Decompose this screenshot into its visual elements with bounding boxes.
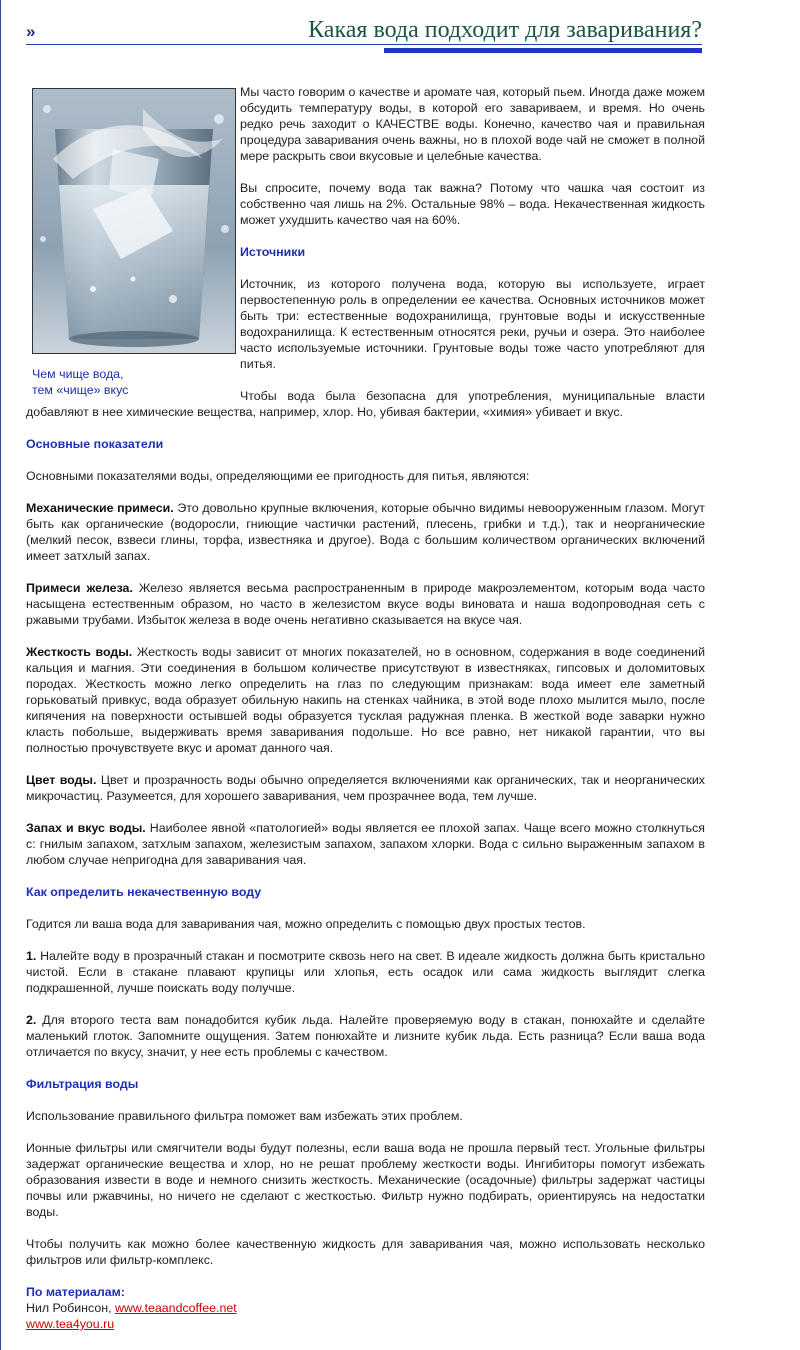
credits [26, 1284, 705, 1332]
tests-intro: Годится ли ваша вода для заваривания чая, можно определить с помощью двух простых тестов. [26, 917, 586, 931]
sources-paragraph-2: Чтобы вода была безопасна для употребления, муниципальные власти добавляют в нее химические вещества, например, хлор. Но, убивая бактерии, «химия» убивает и вкус. [26, 389, 705, 419]
caption-line-1: Чем чище вода, [32, 367, 124, 381]
left-border-line [0, 0, 1, 1350]
indicator-item [26, 500, 705, 564]
indicator-term: Запах и вкус воды. [26, 821, 146, 835]
indicator-term: Механические примеси. [26, 501, 174, 515]
sources-heading: Источники [240, 245, 306, 259]
indicator-text: Наиболее явной «патологией» воды является ее плохой запах. Чаще всего можно столкнуться с: гнилым запахом, затхлым запахом, железистым запахом, запахом хлорки. Вода с сильно выраженным запахом в любом случае непригодна для заваривания чая. [26, 821, 706, 867]
header-rule-thin [26, 44, 702, 45]
indicators-heading: Основные показатели [26, 437, 164, 451]
header-rule-thick [384, 48, 702, 53]
credits-author: Нил Робинсон, [26, 1301, 115, 1315]
indicator-text: Железо является весьма распространенным в природе макроэлементом, которым вода часто насыщена естественным образом, но часто в железистом вкусе воды виновата и наша водопроводная сеть с ржавыми трубами. Избыток железа в воде очень негативно сказывается на вкусе чая. [26, 581, 705, 627]
indicator-item [26, 772, 705, 804]
filtration-paragraph-3: Чтобы получить как можно более качественную жидкость для заваривания чая, можно использовать несколько фильтров или фильтр-комплекс. [26, 1237, 705, 1267]
indicator-item [26, 644, 705, 756]
test-number: 2. [26, 1013, 37, 1027]
indicator-text: Жесткость воды зависит от многих показателей, но в основном, содержания в воде соединений кальция и магния. Эти соединения в большом количестве присутствуют в известняках, гипсовых и доломитовых породах. Жесткость можно легко определить на глаз по следующим признакам: вода имеет еле заметный горьковатый привкус, вода образует обильную накипь на стенках чайника, в этой воде плохо мылится мыло, после кипячения на поверхности остывшей воды образуется тусклая радужная пленка. В жесткой воде заварки нужно класть побольше, выдерживать время заваривания подольше. Но все равно, нет никакой гарантии, что вы полностью прочувствуете вкус и аромат данного чая. [26, 645, 705, 755]
test-text: Налейте воду в прозрачный стакан и посмотрите сквозь него на свет. В идеале жидкость должна быть кристально чистой. Если в стакане плавают крупицы или хлопья, есть осадок или сама жидкость выглядит слегка подкрашенной, лучше поискать воду получше. [26, 949, 705, 995]
article-body [26, 84, 705, 1332]
indicator-text: Это довольно крупные включения, которые обычно видимы невооруженным глазом. Могут быть как органические (водоросли, гниющие частички растений, плесень, грибки и т.д.), так и неорганические (мелкий песок, взвеси глины, торфа, известняка и другое). Вода с большим количеством органических включений имеет затхлый запах. [26, 501, 705, 563]
indicator-term: Жесткость воды. [26, 645, 133, 659]
intro-paragraph-2: Вы спросите, почему вода так важна? Потому что чашка чая состоит из собственно чая лишь на 2%. Остальные 98% – вода. Некачественная жидкость может ухудшить качество чая на 60%. [240, 181, 705, 227]
teaandcoffee-link[interactable]: www.teaandcoffee.net [114, 1301, 237, 1315]
test-text: Для второго теста вам понадобится кубик льда. Налейте проверяемую воду в стакан, понюхайте и сделайте маленький глоток. Запомните ощущения. Затем понюхайте и лизните кубик льда. Есть разница? Если ваша вода отличается по вкусу, значит, у нее есть проблемы с качеством. [26, 1013, 705, 1059]
test-item [26, 1012, 705, 1060]
page-title: Какая вода подходит для заваривания? [308, 17, 702, 43]
indicator-item [26, 580, 705, 628]
filtration-paragraph-1: Использование правильного фильтра поможет вам избежать этих проблем. [26, 1109, 463, 1123]
test-item [26, 948, 705, 996]
caption-line-2: тем «чище» вкус [32, 383, 129, 397]
photo-figure [26, 88, 232, 398]
indicator-text: Цвет и прозрачность воды обычно определяется включениями как органических, так и неорганических микрочастиц. Разумеется, для хорошего заваривания, чем прозрачнее вода, тем лучше. [26, 773, 705, 803]
indicator-term: Цвет воды. [26, 773, 97, 787]
glass-of-water-with-ice-photo [32, 88, 236, 354]
tea4you-link[interactable]: www.tea4you.ru [26, 1317, 115, 1331]
double-chevron-icon: » [26, 22, 36, 41]
photo-caption [32, 366, 232, 398]
test-number: 1. [26, 949, 37, 963]
indicators-intro: Основными показателями воды, определяющими ее пригодность для питья, являются: [26, 469, 530, 483]
filtration-paragraph-2: Ионные фильтры или смягчители воды будут полезны, если ваша вода не прошла первый тест. Угольные фильтры задержат органические вещества и хлор, но не решат проблему жесткости воды. Ингибиторы помогут избежать образования извести в воде и немного снизить жесткость. Механические (осадочные) фильтры задержат частицы почвы или ржавчины, но ничего не сделают с жесткостью. Фильтр нужно подбирать, ориентируясь на недостатки воды. [26, 1141, 705, 1219]
tests-heading: Как определить некачественную воду [26, 885, 262, 899]
intro-paragraph-1: Мы часто говорим о качестве и аромате чая, который пьем. Иногда даже можем обсудить температуру воды, в которой его завариваем, и время. Но очень редко речь заходит о КАЧЕСТВЕ воды. Конечно, качество чая и правильная процедура заваривания очень важны, но в плохой воде чай не сможет в полной мере раскрыть свои вкусовые и целебные качества. [240, 85, 705, 163]
indicator-item [26, 820, 705, 868]
sources-paragraph-1: Источник, из которого получена вода, которую вы используете, играет первостепенную роль в определении ее качества. Основных источников может быть три: естественные водохранилища, грунтовые воды и искусственные водохранилища. К естественным относятся реки, ручьи и озера. Это наиболее часто используемые источники. Грунтовые воды тоже часто употребляют для питья. [240, 277, 705, 371]
filtration-heading: Фильтрация воды [26, 1077, 139, 1091]
credits-label: По материалам: [26, 1285, 125, 1299]
page-header [26, 14, 702, 56]
indicator-term: Примеси железа. [26, 581, 133, 595]
